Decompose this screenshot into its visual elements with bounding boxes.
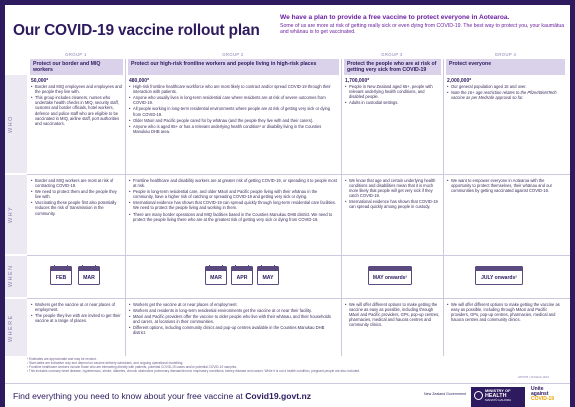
group-heading: Protect our high-risk frontline workers and people living in high-risk places: [128, 59, 339, 75]
list-item: • People in New Zealand aged 65+, people with relevant underlying health conditions, and disabled people.: [345, 84, 440, 99]
month-label: APR: [236, 275, 248, 281]
list-item: • Vaccinating these people first also potentially reduces the risk of transmission in the community.: [31, 200, 123, 215]
list-item: • Anyone who usually lives in long-term residential care where residents are at risk of severe outcomes from COVID-19.: [129, 95, 338, 105]
footnote: ³ This includes coronary heart disease, hypertension, stroke, diabetes, chronic obstructive pulmonary disease/chronic respiratory conditions, kidney disease and cancer. While it is not a health condition, pregnant people are also included.: [27, 369, 361, 374]
where-cell: [345, 302, 440, 328]
who-cell: [129, 78, 338, 135]
footer-message: Find everything you need to know about your free vaccine at: [13, 391, 243, 401]
intro-sub: Some of us are more at risk of getting really sick or even dying from COVID-19. The best way to protect you, your kaumātua and whānau is to get vaccinated.: [280, 23, 565, 36]
footer: [5, 383, 570, 407]
who-count: 2,000,000*: [447, 78, 472, 84]
row-label-when: WHEN: [8, 264, 14, 288]
where-cell: [447, 302, 563, 323]
list-item: • Workers get the vaccine at or near places of employment.: [129, 302, 338, 307]
ministry-of-health-logo: [471, 387, 525, 407]
month-label: MAR: [210, 275, 222, 281]
group-label: GROUP 3: [381, 52, 403, 57]
list-item: • We need to protect them and the people they live with.: [31, 189, 123, 199]
why-cell: [129, 178, 338, 223]
fern-icon: [474, 391, 483, 400]
doc-reference: HP7678 | 16 March 2021: [518, 375, 550, 379]
logo-text: HEALTH: [485, 392, 507, 399]
list-item: • International evidence has shown that COVID-19 can spread quickly among people in custody.: [345, 199, 440, 209]
footnote: ² Frontline healthcare workers include those who are interacting directly with patients, potential COVID-19 cases and/or potential COVID-19 samples.: [27, 365, 237, 370]
row-label-where: WHERE: [8, 314, 14, 342]
list-item: • Workers and residents in long-term residential environments get the vaccine at or near their facility.: [129, 308, 338, 313]
month-label: MAY onwards²: [372, 275, 408, 281]
calendar-icon: [368, 266, 412, 285]
why-cell: [31, 178, 123, 217]
group-label: GROUP 1: [65, 52, 87, 57]
list-item: • The people they live with are invited to get their vaccine at a range of places.: [31, 313, 123, 323]
list-item: • Workers get the vaccine at or near places of employment.: [31, 302, 123, 312]
list-item: • This group includes cleaners, nurses who undertake health checks in MIQ, security staff, customs and border officials, hotel workers, defence and police staff who are eligible to be vaccinated in MIQ, airline staff, port authorities and vaccinators.: [31, 95, 123, 126]
calendar-icon: [257, 266, 279, 285]
logo-text: against: [531, 391, 549, 398]
list-item: • Border and MIQ employees and employees and the people they live with.: [31, 84, 123, 94]
list-item: • High-risk frontline healthcare workforce who are most likely to contract and/or spread COVID-19 through their interaction with patients.: [129, 84, 338, 94]
row-divider: [27, 174, 570, 175]
group-label: GROUP 4: [494, 52, 517, 57]
where-cell: [31, 302, 123, 324]
who-count: 480,000*: [129, 78, 150, 84]
why-cell: [345, 178, 440, 211]
list-item: • Our general population aged 16 and over.: [447, 84, 563, 89]
list-item: • We will offer different options to make getting the vaccine as easy as possible, including through Māori and Pacific providers, GPs, pop-up centres, pharmacies, medical and hauora centres and community clinics.: [447, 302, 563, 322]
month-label: MAY: [262, 275, 274, 281]
column-divider: [125, 59, 126, 356]
list-item: • Older Māori and Pacific people cared for by whānau (and the people they live with and their carers).: [129, 118, 338, 123]
list-item: • We know that age and certain underlying health conditions and disabilities mean that it is much more likely that people will get very sick if they catch COVID-19.: [345, 178, 440, 198]
month-label: MAR: [83, 275, 95, 281]
list-item: • There are many border operations and MIQ facilities based in the Counties Manukau DHB district. We need to protect the people living there who are at the greatest risk of getting very sick or dying from COVID-19.: [129, 212, 338, 222]
list-item: • Anyone who is aged 65+ or has a relevant underlying health condition³ or disability living in the Counties Manukau DHB area.: [129, 124, 338, 134]
calendar-icon: [231, 266, 253, 285]
calendar-icon: [50, 266, 72, 285]
group-label: GROUP 2: [222, 52, 244, 57]
intro: [280, 14, 565, 36]
column-divider: [443, 59, 444, 356]
unite-against-covid-logo: [531, 387, 569, 407]
where-cell: [129, 302, 338, 337]
list-item: • All people working in long-term residential environments where people are at risk of getting very sick or dying from COVID-19.: [129, 106, 338, 116]
list-item: • Adults in custodial settings.: [345, 100, 440, 105]
who-count: 50,000*: [31, 78, 49, 84]
group-heading: Protect the people who are at risk of getting very sick from COVID-19: [344, 59, 441, 75]
row-divider: [27, 298, 570, 299]
who-cell: [345, 78, 440, 106]
group-heading: Protect our border and MIQ workers: [30, 59, 123, 75]
calendar-icon: [205, 266, 227, 285]
nz-government-logo: New Zealand Government: [424, 392, 466, 396]
logo-text: COVID-19: [531, 396, 555, 403]
list-item: • Border and MIQ workers are most at risk of contracting COVID-19.: [31, 178, 123, 188]
logo-text: MINISTRY OF: [485, 388, 511, 393]
page-title: Our COVID-19 vaccine rollout plan: [13, 22, 260, 39]
logo-text: MANATŪ HAUORA: [485, 398, 512, 403]
who-count: 1,700,000*: [345, 78, 370, 84]
logo-text: Unite: [531, 386, 544, 392]
column-divider: [341, 59, 342, 356]
intro-lead: We have a plan to provide a free vaccine to protect everyone in Aotearoa.: [280, 14, 510, 21]
list-item: • Frontline healthcare and disability workers are at greater risk of getting COVID-19, or spreading it to people most at risk.: [129, 178, 338, 188]
calendar-icon: [475, 266, 523, 285]
who-cell: [31, 78, 123, 127]
why-cell: [447, 178, 563, 194]
footnote: * Estimates are approximate and may be revised.: [27, 357, 97, 361]
list-item: • People in long-term residential care, and older Māori and Pacific people living with their whānau in the community, have a higher risk of catching or spreading COVID-19 and getting very sick or dying.: [129, 189, 338, 199]
footnotes: [27, 357, 527, 373]
list-item: • We will offer different options to make getting the vaccine as easy as possible, including through Māori and Pacific providers, GPs, pop-up centres, pharmacies, medical and hauora centres and community clinics.: [345, 302, 440, 327]
list-item: • Māori and Pacific providers offer the vaccine to older people who live with their whānau, and their households and carers, at locations in their communities.: [129, 314, 338, 324]
list-item: • Note the 16+ age restriction relates to the Pfizer/BioNTech vaccine as per Medsafe approval so far.: [447, 90, 563, 100]
footer-text: [13, 391, 311, 401]
calendar-icon: [78, 266, 100, 285]
list-item: • International evidence has shown that COVID-19 can spread quickly through long-term residential care facilities. We need to protect the people living and working in them.: [129, 200, 338, 210]
month-label: JULY onwards²: [481, 275, 517, 281]
list-item: • We want to empower everyone in Aotearoa with the opportunity to protect themselves, their whānau and our communities by getting vaccinated against COVID-19.: [447, 178, 563, 193]
group-heading: Protect everyone: [446, 59, 565, 75]
row-label-why: WHY: [8, 205, 14, 223]
who-cell: [447, 78, 563, 101]
footer-link[interactable]: Covid19.govt.nz: [245, 391, 312, 401]
list-item: • Different options, including community clinics and pop-up centres available in the Counties Manukau DHB district.: [129, 325, 338, 335]
month-label: FEB: [55, 275, 67, 281]
footnote: ¹ Start dates are indicative only and depend on vaccine delivery schedules, and ongoing operational modelling.: [27, 361, 184, 366]
row-divider: [27, 255, 570, 256]
row-label-who: WHO: [8, 115, 14, 133]
